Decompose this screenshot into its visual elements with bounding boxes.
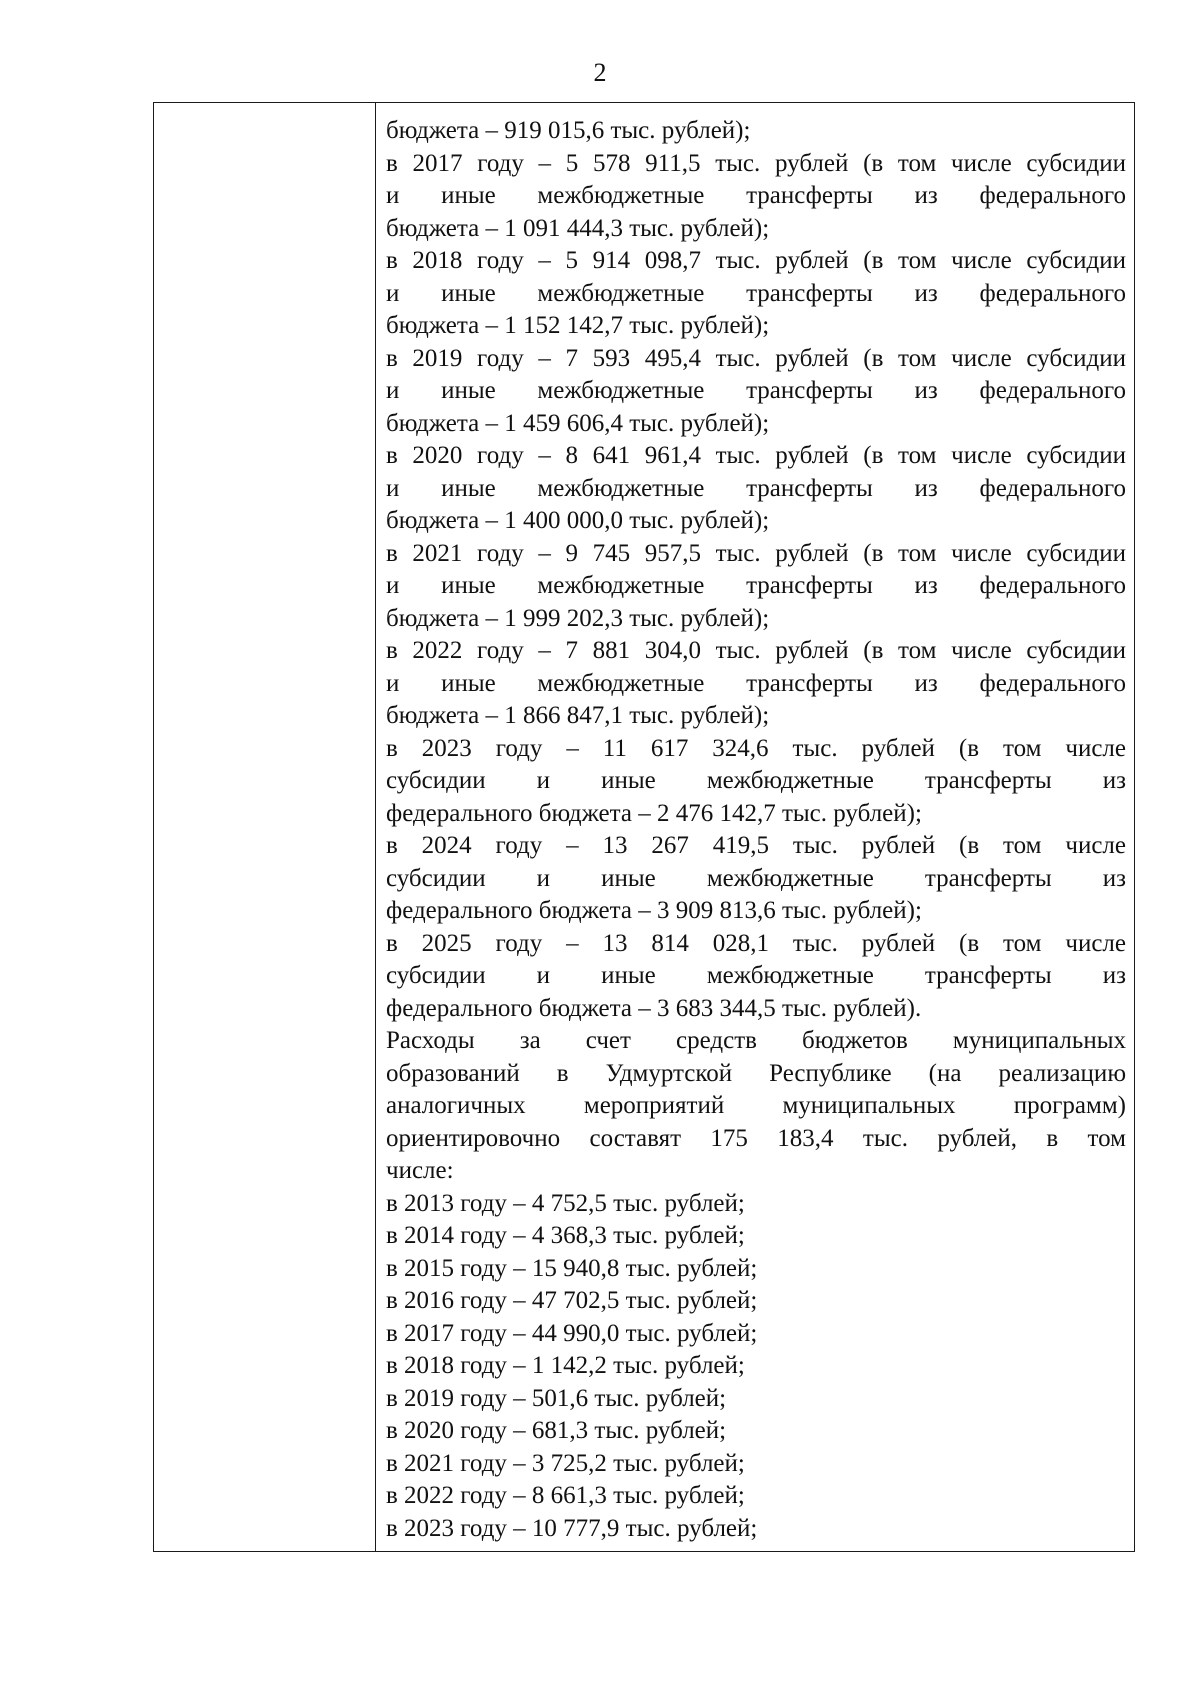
text-line: бюджета – 919 015,6 тыс. рублей); <box>386 117 751 144</box>
text-line: бюджета – 1 866 847,1 тыс. рублей); <box>386 702 770 729</box>
text-line: в 2013 году – 4 752,5 тыс. рублей; <box>386 1189 745 1217</box>
text-line: в 2014 году – 4 368,3 тыс. рублей; <box>386 1222 745 1249</box>
text-line: бюджета – 1 091 444,3 тыс. рублей); <box>386 214 770 242</box>
text-line: в 2015 году – 15 940,8 тыс. рублей; <box>386 1254 758 1282</box>
text-line: в 2023 году – 10 777,9 тыс. рублей; <box>386 1514 758 1542</box>
table-right-cell <box>376 103 1134 1551</box>
text-line: в 2017 году – 44 990,0 тыс. рублей; <box>386 1319 758 1347</box>
text-line: и иные межбюджетные трансферты из федерального <box>386 279 1126 307</box>
text-line: в 2024 году – 13 267 419,5 тыс. рублей (в том числе <box>386 832 1126 859</box>
text-line: в 2017 году – 5 578 911,5 тыс. рублей (в том числе субсидии <box>386 149 1126 177</box>
text-line: ориентировочно составят 175 183,4 тыс. рублей, в том <box>386 1124 1126 1152</box>
text-line: и иные межбюджетные трансферты из федерального <box>386 669 1126 697</box>
text-line: в 2019 году – 501,6 тыс. рублей; <box>386 1384 727 1412</box>
text-line: в 2023 году – 11 617 324,6 тыс. рублей (в том числе <box>386 734 1126 762</box>
text-line: федерального бюджета – 2 476 142,7 тыс. рублей); <box>386 799 922 827</box>
text-line: Расходы за счет средств бюджетов муниципальных <box>386 1027 1126 1054</box>
text-line: в 2018 году – 1 142,2 тыс. рублей; <box>386 1352 745 1379</box>
text-line: бюджета – 1 459 606,4 тыс. рублей); <box>386 409 770 437</box>
text-line: в 2025 году – 13 814 028,1 тыс. рублей (в том числе <box>386 929 1126 957</box>
text-line: и иные межбюджетные трансферты из федерального <box>386 474 1126 502</box>
text-line: и иные межбюджетные трансферты из федерального <box>386 572 1126 599</box>
text-line: в 2020 году – 681,3 тыс. рублей; <box>386 1417 727 1444</box>
text-line: в 2021 году – 9 745 957,5 тыс. рублей (в том числе субсидии <box>386 539 1126 567</box>
text-line: и иные межбюджетные трансферты из федерального <box>386 377 1126 404</box>
text-line: федерального бюджета – 3 683 344,5 тыс. рублей). <box>386 994 922 1022</box>
text-line: и иные межбюджетные трансферты из федерального <box>386 182 1126 209</box>
page-number: 2 <box>593 58 607 87</box>
text-line: аналогичных мероприятий муниципальных программ) <box>386 1092 1126 1119</box>
text-line: в 2022 году – 7 881 304,0 тыс. рублей (в том числе субсидии <box>386 637 1126 664</box>
text-line: в 2019 году – 7 593 495,4 тыс. рублей (в том числе субсидии <box>386 344 1126 372</box>
text-line: субсидии и иные межбюджетные трансферты из <box>386 962 1126 989</box>
text-line: субсидии и иные межбюджетные трансферты из <box>386 767 1126 794</box>
text-line: в 2022 году – 8 661,3 тыс. рублей; <box>386 1482 745 1509</box>
table-left-cell <box>154 103 376 1551</box>
text-line: субсидии и иные межбюджетные трансферты из <box>386 864 1126 892</box>
text-line: в 2016 году – 47 702,5 тыс. рублей; <box>386 1287 758 1314</box>
text-line: числе: <box>386 1157 454 1184</box>
text-line: в 2021 году – 3 725,2 тыс. рублей; <box>386 1449 745 1477</box>
text-line: бюджета – 1 999 202,3 тыс. рублей); <box>386 604 770 632</box>
text-line: бюджета – 1 400 000,0 тыс. рублей); <box>386 507 770 534</box>
text-line: образований в Удмуртской Республике (на реализацию <box>386 1059 1126 1087</box>
text-line: федерального бюджета – 3 909 813,6 тыс. рублей); <box>386 897 922 924</box>
funding-table <box>153 102 1135 1552</box>
text-line: в 2018 году – 5 914 098,7 тыс. рублей (в том числе субсидии <box>386 247 1126 274</box>
text-line: бюджета – 1 152 142,7 тыс. рублей); <box>386 312 770 339</box>
text-line: в 2020 году – 8 641 961,4 тыс. рублей (в том числе субсидии <box>386 442 1126 469</box>
